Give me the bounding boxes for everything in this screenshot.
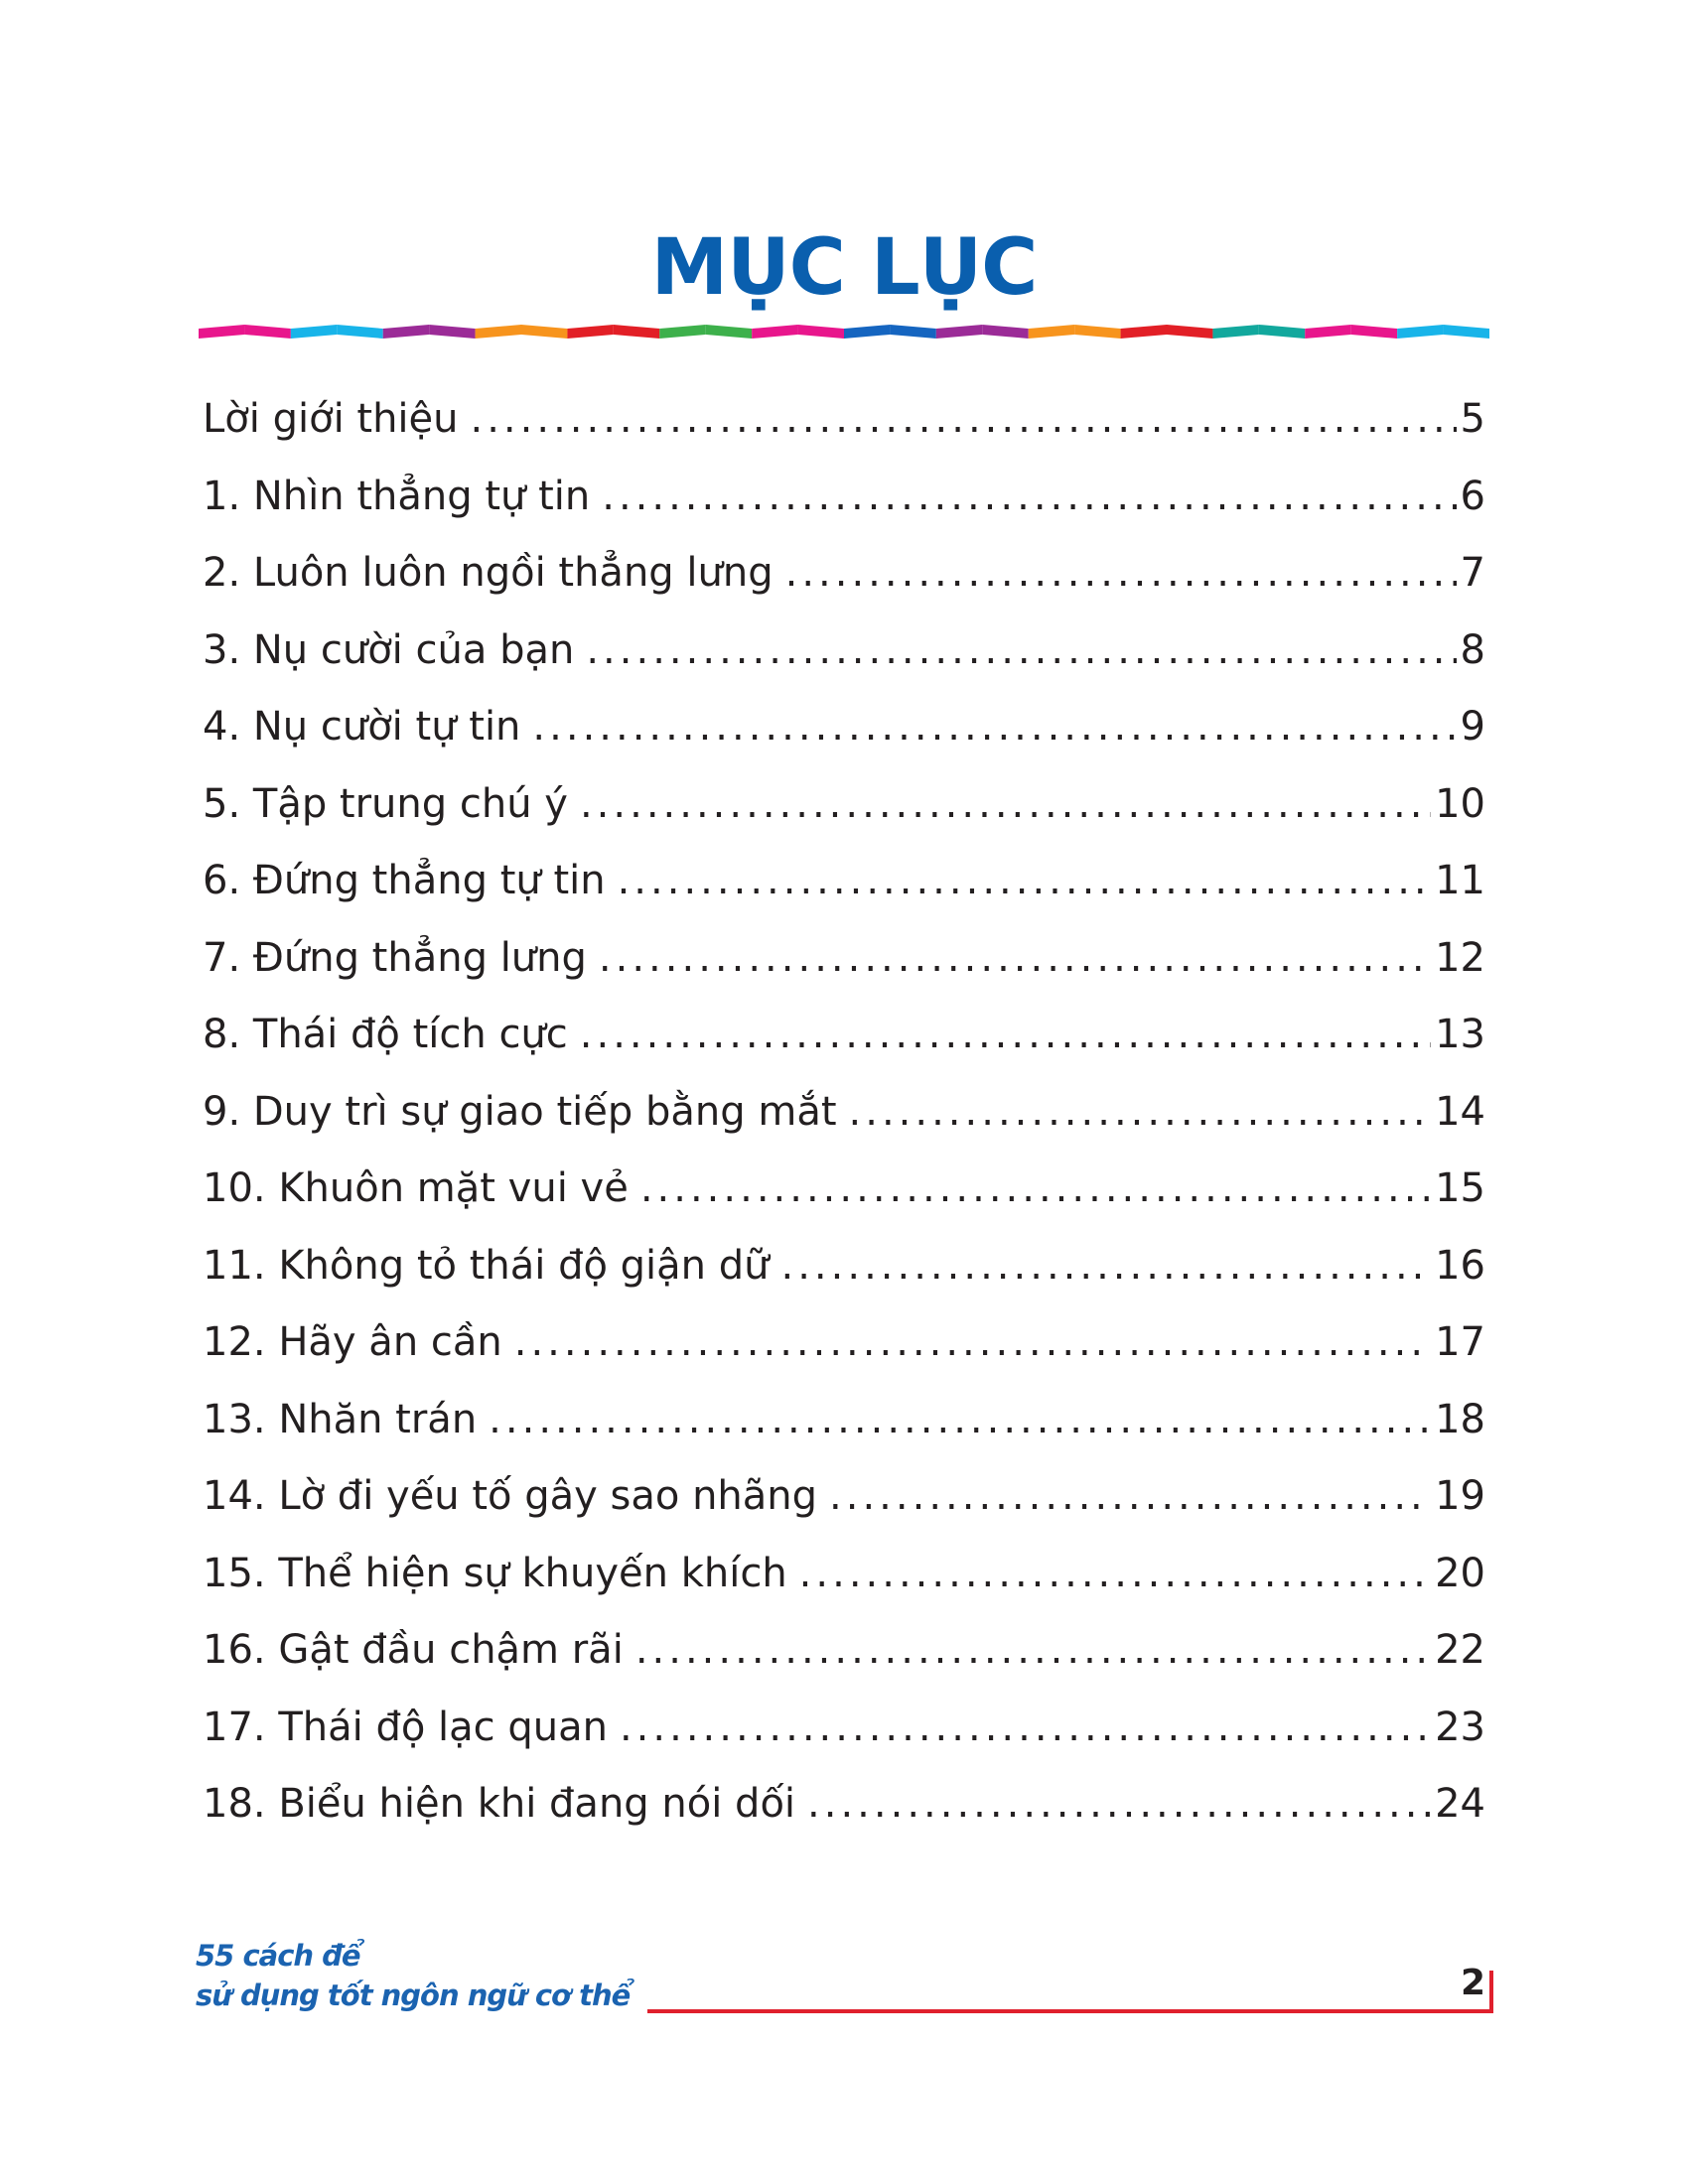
toc-entry[interactable] — [203, 774, 1485, 852]
divider-segment — [844, 325, 890, 339]
toc-entry[interactable] — [203, 389, 1485, 467]
toc-entry-page: 8 — [1460, 626, 1485, 673]
toc-leader-dots — [849, 1082, 1432, 1142]
toc-entry-label: 8. Thái độ tích cực — [203, 1012, 568, 1057]
toc-entry-page: 12 — [1435, 934, 1485, 981]
divider-segment — [244, 325, 290, 339]
toc-entry[interactable] — [203, 1005, 1485, 1082]
toc-entry-label: 4. Nụ cười tự tin — [203, 704, 521, 750]
page-number: 2 — [1460, 1963, 1485, 2003]
footer-rule-tick — [1489, 1971, 1493, 2013]
toc-entry[interactable] — [203, 1082, 1485, 1160]
toc-entry[interactable] — [203, 1544, 1485, 1621]
toc-entry[interactable] — [203, 1236, 1485, 1313]
toc-entry[interactable] — [203, 1620, 1485, 1698]
toc-entry[interactable] — [203, 851, 1485, 928]
toc-entry-page: 18 — [1435, 1396, 1485, 1442]
divider-segment — [199, 325, 244, 339]
divider-segment — [982, 325, 1028, 339]
toc-entry-label: 12. Hãy ân cần — [203, 1319, 502, 1365]
toc-entry-page: 9 — [1460, 704, 1485, 750]
toc-entry-label: 6. Đứng thẳng tự tin — [203, 858, 606, 903]
toc-entry-page: 24 — [1435, 1781, 1485, 1827]
toc-entry-page: 16 — [1435, 1242, 1485, 1289]
toc-entry-label: 3. Nụ cười của bạn — [203, 626, 575, 673]
toc-entry[interactable] — [203, 1466, 1485, 1544]
toc-entry-label: 7. Đứng thẳng lưng — [203, 934, 587, 981]
divider-segment — [429, 325, 475, 339]
toc-entry[interactable] — [203, 1774, 1485, 1851]
toc-leader-dots — [799, 1544, 1431, 1603]
divider-segment — [659, 325, 705, 339]
toc-entry-label: 9. Duy trì sự giao tiếp bằng mắt — [203, 1088, 837, 1135]
divider-segment — [291, 325, 337, 339]
toc-entry[interactable] — [203, 1159, 1485, 1236]
toc-leader-dots — [580, 774, 1431, 834]
toc-leader-dots — [602, 467, 1456, 526]
divider-segment — [798, 325, 844, 339]
divider-segment — [1444, 325, 1489, 339]
divider-segment — [1029, 325, 1074, 339]
toc-entry-page: 10 — [1435, 780, 1485, 827]
toc-entry-page: 23 — [1435, 1704, 1485, 1750]
toc-entry[interactable] — [203, 1390, 1485, 1467]
table-of-contents — [203, 389, 1485, 1851]
toc-leader-dots — [471, 389, 1457, 449]
divider-segment — [1074, 325, 1120, 339]
divider-segment — [614, 325, 659, 339]
toc-leader-dots — [620, 1698, 1431, 1757]
page-title: MỤC LỤC — [650, 223, 1038, 313]
divider-segment — [521, 325, 567, 339]
divider-segment — [1351, 325, 1397, 339]
toc-leader-dots — [514, 1312, 1431, 1372]
divider-segment — [1212, 325, 1258, 339]
toc-entry-label: 14. Lờ đi yếu tố gây sao nhãng — [203, 1473, 818, 1519]
toc-entry-label: 11. Không tỏ thái độ giận dữ — [203, 1242, 770, 1289]
toc-entry-label: 18. Biểu hiện khi đang nói dối — [203, 1781, 796, 1827]
divider-segment — [383, 325, 429, 339]
toc-entry-page: 7 — [1460, 550, 1485, 596]
colorful-zigzag-divider — [199, 320, 1489, 345]
footer-book-title-line1: 55 cách để — [196, 1939, 360, 1973]
toc-entry[interactable] — [203, 928, 1485, 1006]
toc-leader-dots — [580, 1005, 1431, 1064]
toc-entry-label: 16. Gật đầu chậm rãi — [203, 1627, 624, 1673]
divider-segment — [752, 325, 797, 339]
toc-entry-label: 15. Thể hiện sự khuyến khích — [203, 1550, 787, 1596]
divider-segment — [1397, 325, 1443, 339]
toc-leader-dots — [489, 1390, 1431, 1449]
toc-leader-dots — [829, 1466, 1431, 1526]
toc-entry-label: 13. Nhăn trán — [203, 1396, 478, 1442]
toc-entry[interactable] — [203, 1312, 1485, 1390]
toc-entry-page: 17 — [1435, 1319, 1485, 1365]
divider-segment — [337, 325, 382, 339]
divider-segment — [1121, 325, 1167, 339]
toc-entry-page: 22 — [1435, 1627, 1485, 1673]
toc-entry-label: 17. Thái độ lạc quan — [203, 1704, 608, 1750]
toc-entry-label: 10. Khuôn mặt vui vẻ — [203, 1165, 629, 1211]
toc-leader-dots — [785, 543, 1457, 603]
footer-book-title — [196, 1936, 630, 2015]
toc-entry-page: 6 — [1460, 473, 1485, 519]
toc-entry-page: 19 — [1435, 1473, 1485, 1519]
divider-segment — [890, 325, 935, 339]
toc-leader-dots — [635, 1620, 1431, 1680]
toc-entry-page: 20 — [1435, 1550, 1485, 1596]
footer-book-title-line2: sử dụng tốt ngôn ngữ cơ thể — [196, 1979, 631, 2012]
toc-entry[interactable] — [203, 543, 1485, 620]
toc-leader-dots — [618, 851, 1432, 910]
toc-entry-page: 14 — [1435, 1088, 1485, 1135]
toc-leader-dots — [599, 928, 1431, 988]
divider-segment — [706, 325, 752, 339]
toc-entry[interactable] — [203, 1698, 1485, 1775]
toc-leader-dots — [532, 697, 1456, 756]
divider-segment — [567, 325, 613, 339]
toc-entry-label: 1. Nhìn thẳng tự tin — [203, 473, 591, 519]
divider-segment — [1305, 325, 1350, 339]
toc-leader-dots — [781, 1236, 1432, 1296]
footer-rule — [647, 2009, 1491, 2013]
toc-entry-page: 11 — [1435, 858, 1485, 903]
divider-segment — [1167, 325, 1212, 339]
toc-entry-page: 5 — [1460, 396, 1485, 442]
toc-entry-label: 5. Tập trung chú ý — [203, 780, 568, 827]
toc-leader-dots — [586, 620, 1456, 680]
toc-entry-label: Lời giới thiệu — [203, 396, 459, 442]
toc-entry[interactable] — [203, 697, 1485, 774]
toc-leader-dots — [640, 1159, 1431, 1218]
toc-leader-dots — [807, 1774, 1431, 1834]
toc-entry-page: 13 — [1435, 1012, 1485, 1057]
divider-segment — [476, 325, 521, 339]
toc-entry-page: 15 — [1435, 1165, 1485, 1211]
divider-segment — [1259, 325, 1305, 339]
toc-entry[interactable] — [203, 620, 1485, 698]
divider-segment — [936, 325, 982, 339]
toc-entry-label: 2. Luôn luôn ngồi thẳng lưng — [203, 550, 774, 596]
toc-entry[interactable] — [203, 467, 1485, 544]
